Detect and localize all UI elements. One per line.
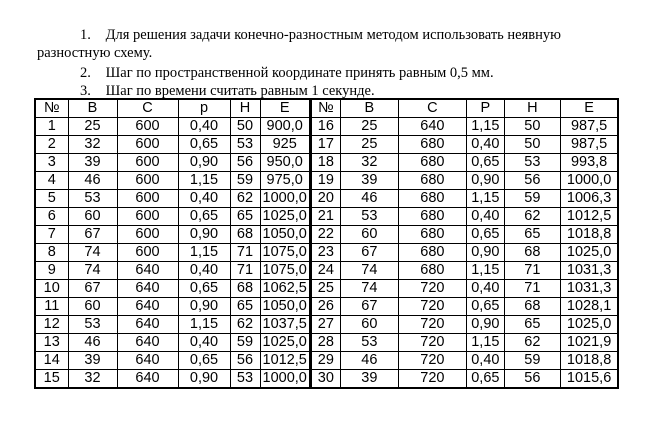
instruction-text: Шаг по времени считать равным 1 секунде. xyxy=(105,83,375,99)
table-row xyxy=(35,226,618,244)
cell-b: 39 xyxy=(340,370,398,389)
cell-no: 13 xyxy=(35,334,68,352)
cell-e: 987,5 xyxy=(560,136,618,154)
cell-p: 1,15 xyxy=(178,244,230,262)
cell-no: 22 xyxy=(310,226,340,244)
cell-no: 27 xyxy=(310,316,340,334)
cell-no: 14 xyxy=(35,352,68,370)
cell-h: 62 xyxy=(504,334,560,352)
instruction-text: Шаг по пространственной координате принять равным 0,5 мм. xyxy=(105,65,494,81)
cell-p: 0,65 xyxy=(178,352,230,370)
variants-table xyxy=(34,98,619,389)
cell-h: 62 xyxy=(504,208,560,226)
cell-h: 62 xyxy=(230,316,260,334)
table-row xyxy=(35,190,618,208)
cell-c: 680 xyxy=(398,190,466,208)
cell-c: 680 xyxy=(398,136,466,154)
cell-b: 46 xyxy=(340,352,398,370)
cell-c: 640 xyxy=(117,334,178,352)
cell-p: 0,40 xyxy=(178,118,230,136)
cell-c: 680 xyxy=(398,172,466,190)
cell-b: 32 xyxy=(68,136,117,154)
cell-no: 8 xyxy=(35,244,68,262)
header-c: C xyxy=(117,99,178,118)
cell-b: 25 xyxy=(340,118,398,136)
instruction-number: 3. xyxy=(80,83,91,99)
cell-p: 0,90 xyxy=(178,298,230,316)
cell-no: 2 xyxy=(35,136,68,154)
cell-b: 46 xyxy=(68,334,117,352)
header-b-2: B xyxy=(340,99,398,118)
cell-h: 71 xyxy=(230,244,260,262)
instruction-text: разностную схему. xyxy=(37,45,153,61)
header-no-2: № xyxy=(310,99,340,118)
cell-e: 1050,0 xyxy=(260,298,310,316)
cell-h: 53 xyxy=(504,154,560,172)
cell-h: 56 xyxy=(504,370,560,389)
cell-e: 1031,3 xyxy=(560,262,618,280)
cell-c: 640 xyxy=(117,316,178,334)
cell-p: 0,40 xyxy=(466,136,504,154)
table-row xyxy=(35,298,618,316)
cell-e: 993,8 xyxy=(560,154,618,172)
cell-h: 53 xyxy=(230,136,260,154)
cell-e: 1018,8 xyxy=(560,226,618,244)
cell-h: 59 xyxy=(230,334,260,352)
cell-e: 1015,6 xyxy=(560,370,618,389)
cell-h: 68 xyxy=(230,280,260,298)
cell-c: 720 xyxy=(398,370,466,389)
cell-b: 39 xyxy=(68,352,117,370)
header-h-2: H xyxy=(504,99,560,118)
cell-b: 60 xyxy=(68,298,117,316)
cell-e: 1075,0 xyxy=(260,244,310,262)
cell-p: 0,65 xyxy=(466,154,504,172)
cell-p: 0,90 xyxy=(466,172,504,190)
cell-no: 23 xyxy=(310,244,340,262)
instruction-1-continuation xyxy=(37,45,152,62)
cell-b: 32 xyxy=(340,154,398,172)
table-row xyxy=(35,280,618,298)
cell-h: 50 xyxy=(504,118,560,136)
cell-no: 5 xyxy=(35,190,68,208)
cell-c: 720 xyxy=(398,298,466,316)
table-body xyxy=(35,118,618,389)
cell-p: 1,15 xyxy=(466,334,504,352)
header-b: B xyxy=(68,99,117,118)
cell-p: 0,40 xyxy=(466,352,504,370)
table-row xyxy=(35,262,618,280)
cell-b: 53 xyxy=(68,190,117,208)
cell-c: 640 xyxy=(117,280,178,298)
cell-c: 680 xyxy=(398,226,466,244)
cell-h: 65 xyxy=(230,298,260,316)
cell-b: 53 xyxy=(340,334,398,352)
cell-no: 15 xyxy=(35,370,68,389)
cell-p: 0,40 xyxy=(466,280,504,298)
cell-c: 600 xyxy=(117,208,178,226)
instruction-number: 1. xyxy=(80,27,91,43)
table-row xyxy=(35,244,618,262)
cell-p: 1,15 xyxy=(466,190,504,208)
cell-p: 0,90 xyxy=(178,226,230,244)
cell-e: 1000,0 xyxy=(260,190,310,208)
cell-c: 640 xyxy=(398,118,466,136)
cell-c: 600 xyxy=(117,226,178,244)
header-c-2: C xyxy=(398,99,466,118)
cell-b: 46 xyxy=(340,190,398,208)
table-row xyxy=(35,352,618,370)
table-row xyxy=(35,154,618,172)
cell-no: 28 xyxy=(310,334,340,352)
cell-no: 18 xyxy=(310,154,340,172)
cell-b: 25 xyxy=(340,136,398,154)
cell-c: 600 xyxy=(117,154,178,172)
cell-p: 0,40 xyxy=(466,208,504,226)
cell-e: 925 xyxy=(260,136,310,154)
cell-h: 68 xyxy=(504,244,560,262)
cell-no: 3 xyxy=(35,154,68,172)
cell-c: 600 xyxy=(117,244,178,262)
cell-c: 640 xyxy=(117,352,178,370)
header-e-2: E xyxy=(560,99,618,118)
cell-h: 53 xyxy=(230,370,260,389)
cell-h: 56 xyxy=(230,352,260,370)
cell-b: 60 xyxy=(340,316,398,334)
cell-p: 0,65 xyxy=(466,298,504,316)
cell-e: 1012,5 xyxy=(560,208,618,226)
cell-c: 680 xyxy=(398,154,466,172)
cell-no: 11 xyxy=(35,298,68,316)
cell-c: 680 xyxy=(398,262,466,280)
cell-no: 12 xyxy=(35,316,68,334)
cell-p: 0,90 xyxy=(466,244,504,262)
cell-b: 74 xyxy=(340,280,398,298)
cell-e: 1031,3 xyxy=(560,280,618,298)
cell-no: 1 xyxy=(35,118,68,136)
cell-b: 74 xyxy=(68,244,117,262)
cell-no: 16 xyxy=(310,118,340,136)
instruction-number: 2. xyxy=(80,65,91,81)
cell-b: 39 xyxy=(340,172,398,190)
cell-no: 25 xyxy=(310,280,340,298)
cell-e: 1050,0 xyxy=(260,226,310,244)
cell-h: 68 xyxy=(504,298,560,316)
cell-no: 19 xyxy=(310,172,340,190)
cell-e: 1025,0 xyxy=(560,244,618,262)
cell-e: 1018,8 xyxy=(560,352,618,370)
table-row xyxy=(35,172,618,190)
cell-b: 53 xyxy=(340,208,398,226)
cell-e: 987,5 xyxy=(560,118,618,136)
cell-c: 680 xyxy=(398,244,466,262)
table-row xyxy=(35,136,618,154)
cell-p: 0,65 xyxy=(178,136,230,154)
cell-c: 640 xyxy=(117,298,178,316)
cell-c: 640 xyxy=(117,370,178,389)
cell-h: 65 xyxy=(504,316,560,334)
header-p-2: P xyxy=(466,99,504,118)
cell-b: 46 xyxy=(68,172,117,190)
cell-p: 1,15 xyxy=(466,262,504,280)
cell-no: 20 xyxy=(310,190,340,208)
cell-c: 720 xyxy=(398,316,466,334)
cell-h: 68 xyxy=(230,226,260,244)
cell-e: 1021,9 xyxy=(560,334,618,352)
instruction-2 xyxy=(80,65,494,82)
cell-p: 0,90 xyxy=(178,154,230,172)
cell-e: 1025,0 xyxy=(260,208,310,226)
cell-h: 65 xyxy=(504,226,560,244)
cell-c: 600 xyxy=(117,136,178,154)
cell-b: 60 xyxy=(68,208,117,226)
table-row xyxy=(35,370,618,389)
cell-h: 71 xyxy=(504,280,560,298)
cell-e: 900,0 xyxy=(260,118,310,136)
cell-p: 0,90 xyxy=(178,370,230,389)
cell-h: 56 xyxy=(230,154,260,172)
cell-no: 21 xyxy=(310,208,340,226)
cell-e: 1062,5 xyxy=(260,280,310,298)
cell-h: 62 xyxy=(230,190,260,208)
cell-no: 17 xyxy=(310,136,340,154)
instruction-text: Для решения задачи конечно-разностным методом использовать неявную xyxy=(105,27,561,43)
cell-p: 0,65 xyxy=(466,370,504,389)
cell-p: 0,40 xyxy=(178,262,230,280)
cell-b: 74 xyxy=(340,262,398,280)
cell-e: 1028,1 xyxy=(560,298,618,316)
table-header-row xyxy=(35,99,618,118)
cell-e: 1006,3 xyxy=(560,190,618,208)
cell-c: 720 xyxy=(398,280,466,298)
cell-c: 600 xyxy=(117,118,178,136)
table-row xyxy=(35,316,618,334)
cell-b: 53 xyxy=(68,316,117,334)
cell-no: 7 xyxy=(35,226,68,244)
cell-h: 71 xyxy=(230,262,260,280)
cell-e: 1037,5 xyxy=(260,316,310,334)
cell-h: 50 xyxy=(504,136,560,154)
cell-b: 32 xyxy=(68,370,117,389)
header-h: H xyxy=(230,99,260,118)
cell-no: 4 xyxy=(35,172,68,190)
cell-no: 6 xyxy=(35,208,68,226)
table-row xyxy=(35,334,618,352)
cell-b: 74 xyxy=(68,262,117,280)
cell-h: 59 xyxy=(504,190,560,208)
cell-b: 67 xyxy=(68,226,117,244)
cell-no: 29 xyxy=(310,352,340,370)
cell-e: 1000,0 xyxy=(560,172,618,190)
cell-b: 67 xyxy=(68,280,117,298)
cell-no: 24 xyxy=(310,262,340,280)
cell-h: 56 xyxy=(504,172,560,190)
table-row xyxy=(35,118,618,136)
header-e: E xyxy=(260,99,310,118)
cell-e: 1000,0 xyxy=(260,370,310,389)
cell-b: 39 xyxy=(68,154,117,172)
cell-c: 600 xyxy=(117,190,178,208)
cell-e: 1025,0 xyxy=(260,334,310,352)
cell-b: 67 xyxy=(340,244,398,262)
cell-c: 720 xyxy=(398,352,466,370)
cell-e: 950,0 xyxy=(260,154,310,172)
table-row xyxy=(35,208,618,226)
cell-c: 720 xyxy=(398,334,466,352)
cell-c: 600 xyxy=(117,172,178,190)
cell-p: 0,65 xyxy=(466,226,504,244)
cell-b: 67 xyxy=(340,298,398,316)
header-no: № xyxy=(35,99,68,118)
cell-p: 0,65 xyxy=(178,280,230,298)
cell-c: 640 xyxy=(117,262,178,280)
instruction-1 xyxy=(80,27,561,44)
cell-c: 680 xyxy=(398,208,466,226)
cell-no: 26 xyxy=(310,298,340,316)
cell-h: 65 xyxy=(230,208,260,226)
cell-h: 59 xyxy=(504,352,560,370)
cell-no: 10 xyxy=(35,280,68,298)
cell-e: 1012,5 xyxy=(260,352,310,370)
cell-p: 0,90 xyxy=(466,316,504,334)
cell-p: 0,40 xyxy=(178,334,230,352)
cell-p: 0,40 xyxy=(178,190,230,208)
cell-h: 59 xyxy=(230,172,260,190)
cell-no: 9 xyxy=(35,262,68,280)
cell-h: 71 xyxy=(504,262,560,280)
cell-e: 1075,0 xyxy=(260,262,310,280)
cell-no: 30 xyxy=(310,370,340,389)
cell-p: 1,15 xyxy=(178,316,230,334)
cell-h: 50 xyxy=(230,118,260,136)
cell-b: 25 xyxy=(68,118,117,136)
cell-e: 975,0 xyxy=(260,172,310,190)
cell-p: 0,65 xyxy=(178,208,230,226)
cell-e: 1025,0 xyxy=(560,316,618,334)
header-p: p xyxy=(178,99,230,118)
cell-b: 60 xyxy=(340,226,398,244)
cell-p: 1,15 xyxy=(178,172,230,190)
cell-p: 1,15 xyxy=(466,118,504,136)
